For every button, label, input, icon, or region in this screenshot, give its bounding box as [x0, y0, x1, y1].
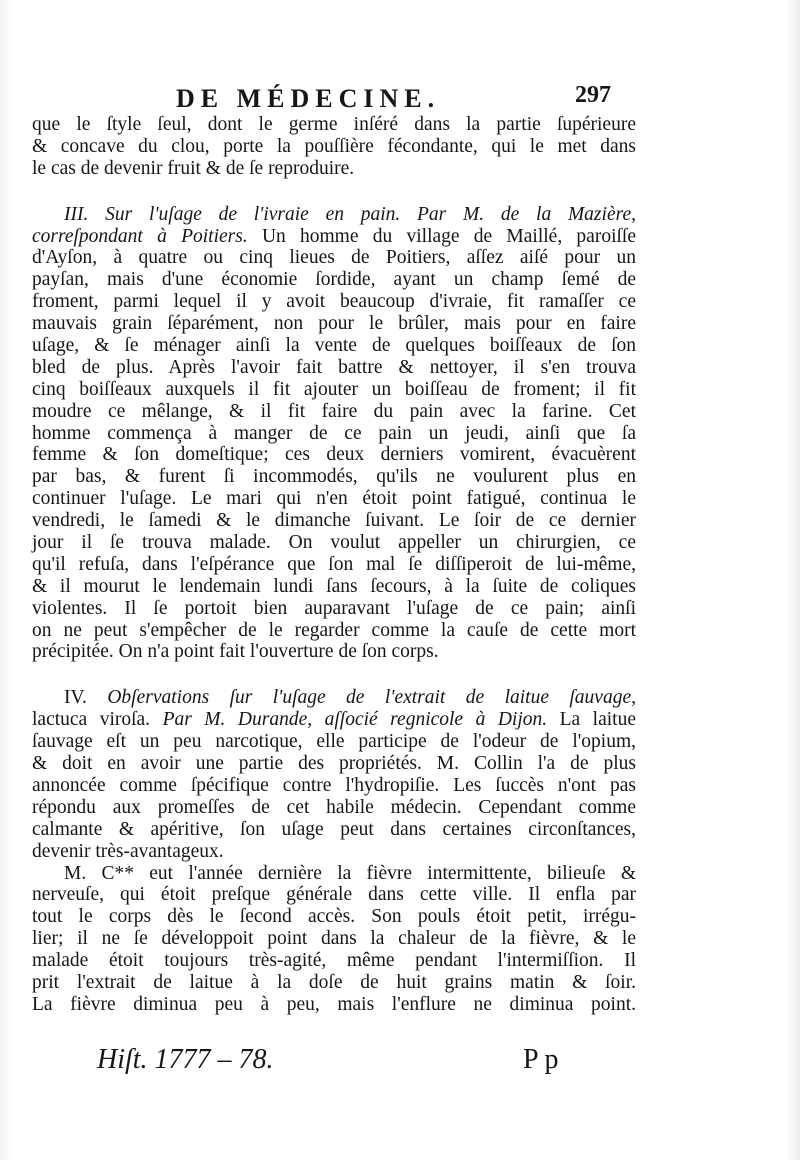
text-line: tout le corps dès le ſecond accès. Son pouls étoit petit, irrégu-	[32, 906, 636, 928]
text-line: malade étoit toujours très-agité, même pendant l'intermiſſion. Il	[32, 950, 636, 972]
text-line: prit l'extrait de laitue à la doſe de huit grains matin & ſoir.	[32, 971, 636, 993]
text-line: & doit en avoir une partie des propriétés. M. Collin l'a de plus	[32, 753, 636, 775]
signature-mark: P p	[523, 1044, 559, 1075]
text-run: Un homme du village de Maillé, paroiſſe	[247, 225, 636, 247]
page-footer	[0, 1040, 800, 1080]
running-head: DE MÉDECINE.	[176, 84, 441, 113]
text-line: uſage, & ſe ménager ainſi la vente de quelques boiſſeaux de ſon	[32, 335, 636, 357]
text-line: jour il ſe trouva malade. On voulut appeller un chirurgien, ce	[32, 532, 636, 554]
text-line: froment, parmi lequel il y avoit beaucoup d'ivraie, fit ramaſſer ce	[32, 291, 636, 313]
text-line: payſan, mais d'une économie ſordide, ayant un champ ſemé de	[32, 269, 636, 291]
page-number: 297	[575, 82, 611, 108]
text-line: mauvais grain ſéparément, non pour le brûler, mais pour en faire	[32, 313, 636, 335]
text-line: lier; il ne ſe développoit point dans la chaleur de la fièvre, & le	[32, 928, 636, 950]
text-line: précipitée. On n'a point fait l'ouverture de ſon corps.	[32, 641, 439, 663]
text-line: le cas de devenir fruit & de ſe reproduire.	[32, 157, 355, 179]
text-line: d'Ayſon, à quatre ou cinq lieues de Poitiers, aſſez aiſé pour un	[32, 247, 636, 269]
text-line: cinq boiſſeaux auxquels il fit ajouter un boiſſeau de froment; il fit	[32, 378, 636, 400]
text-run: lactuca viroſa.	[32, 709, 163, 731]
text-line: vendredi, le ſamedi & le dimanche ſuivant. Le ſoir de ce dernier	[32, 510, 636, 532]
author-affiliation: correſpondant à Poitiers.	[32, 225, 248, 247]
text-line: continuer l'uſage. Le mari qui n'en étoit point fatigué, continua le	[32, 488, 636, 510]
text-line: que le ſtyle ſeul, dont le germe inſéré dans la partie ſupérieure	[32, 114, 636, 135]
text-line: répondu aux promeſſes de cet habile médecin. Cependant comme	[32, 796, 636, 818]
article-title-line	[32, 204, 636, 226]
text-line: & il mourut le lendemain lundi ſans ſecours, à la ſuite de coliques	[32, 575, 636, 597]
text-line: femme & ſon domeſtique; ces deux derniers vomirent, évacuèrent	[32, 444, 636, 466]
article-title: Obſervations ſur l'uſage de l'extrait de laitue ſauvage,	[107, 687, 636, 709]
article-title-line	[32, 687, 636, 709]
text-line: par bas, & furent ſi incommodés, qu'ils ne voulurent plus en	[32, 466, 636, 488]
text-line	[32, 226, 636, 248]
paragraph-article-iv	[32, 687, 636, 862]
text-line: & concave du clou, porte la pouſſière fécondante, qui le met dans	[32, 135, 636, 157]
article-title: III. Sur l'uſage de l'ivraie en pain. Par M. de la Mazière,	[64, 203, 636, 225]
signature-line: Hiſt. 1777 – 78.	[97, 1044, 274, 1075]
paragraph	[32, 863, 636, 1016]
text-run: La laitue	[547, 709, 636, 731]
text-line: violentes. Il ſe portoit bien auparavant l'uſage de ce pain; ainſi	[32, 597, 636, 619]
text-line: bled de plus. Après l'avoir fait battre & nettoyer, il s'en trouva	[32, 356, 636, 378]
text-line: ſauvage eſt un peu narcotique, elle participe de l'odeur de l'opium,	[32, 731, 636, 753]
text-line: annoncée comme ſpécifique contre l'hydropiſie. Les ſuccès n'ont pas	[32, 774, 636, 796]
text-line: qu'il refuſa, dans l'eſpérance que ſon mal ſe diſſiperoit de lui-même,	[32, 553, 636, 575]
text-line: moudre ce mêlange, & il fit faire du pain avec la farine. Cet	[32, 400, 636, 422]
text-line: M. C** eut l'année dernière la fièvre intermittente, bilieuſe &	[64, 862, 636, 884]
text-line: homme commença à manger de ce pain un jeudi, ainſi que ſa	[32, 422, 636, 444]
text-line: on ne peut s'empêcher de le regarder comme la cauſe de cette mort	[32, 619, 636, 641]
text-line: devenir très-avantageux.	[32, 840, 224, 862]
paragraph-article-iii	[32, 204, 636, 664]
page-header	[0, 82, 800, 116]
text-line: nerveuſe, qui étoit preſque générale dans cette ville. Il enfla par	[32, 884, 636, 906]
text-line	[32, 709, 636, 731]
text-line: calmante & apéritive, ſon uſage peut dans certaines circonſtances,	[32, 818, 636, 840]
text-line: La fièvre diminua peu à peu, mais l'enflure ne diminua point.	[32, 993, 636, 1015]
author-affiliation: Par M. Durande, aſſocié regnicole à Dijon.	[162, 709, 548, 731]
body-text	[32, 114, 636, 1016]
paragraph	[32, 114, 636, 180]
text-run: IV.	[64, 687, 108, 709]
